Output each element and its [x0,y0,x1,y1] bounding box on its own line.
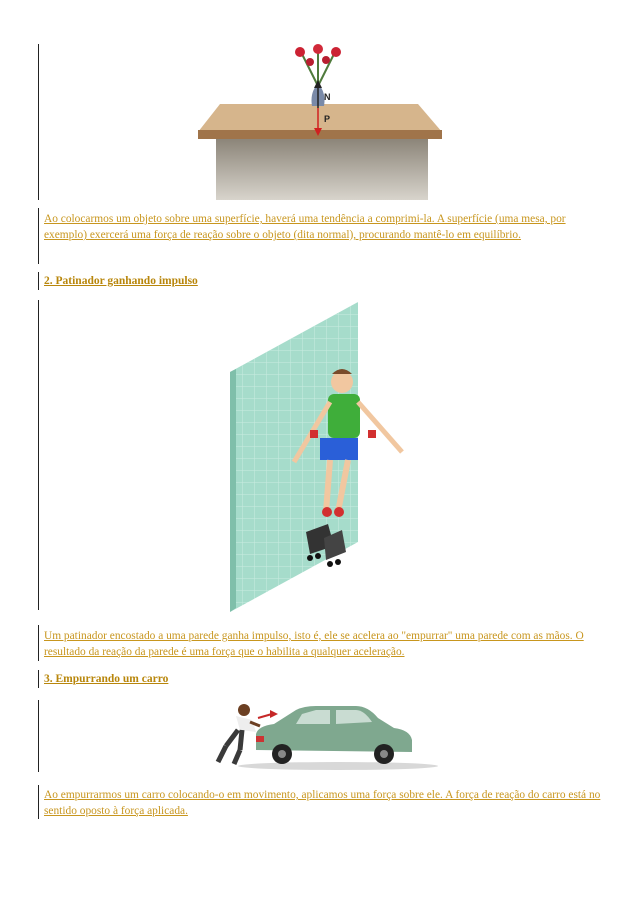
left-rule [38,44,39,200]
left-rule [38,625,39,661]
paragraph-normal-force[interactable]: Ao colocarmos um objeto sobre uma superfície, haverá uma tendência a comprimi-la. A superfície (uma mesa, por exemplo) exercerá uma força de reação sobre o objeto (dita normal), procurando mantê-lo em equilíbrio. [44,213,566,241]
left-rule [38,300,39,610]
left-rule [38,670,39,688]
paragraph-skater[interactable]: Um patinador encostado a uma parede ganha impulso, isto é, ele se acelera ao "empurrar" uma parede com as mãos. O resultado da reação da parede é uma força que o habilita a qualquer aceleração. [44,630,584,658]
left-rule [38,272,39,290]
left-rule [38,785,39,819]
left-rule [38,700,39,772]
weight-force-label: P [324,114,331,124]
normal-force-label: N [324,92,331,102]
pushing-car-figure [198,700,440,772]
paragraph-car[interactable]: Ao empurrarmos um carro colocando-o em movimento, aplicamos uma força sobre ele. A força de reação do carro está no sentido oposto à força aplicada. [44,789,601,817]
heading-car[interactable]: 3. Empurrando um carro [44,673,169,685]
table-normal-force-figure [198,44,442,200]
skater-wall-figure [230,302,410,612]
left-rule [38,208,39,264]
heading-skater[interactable]: 2. Patinador ganhando impulso [44,275,198,287]
